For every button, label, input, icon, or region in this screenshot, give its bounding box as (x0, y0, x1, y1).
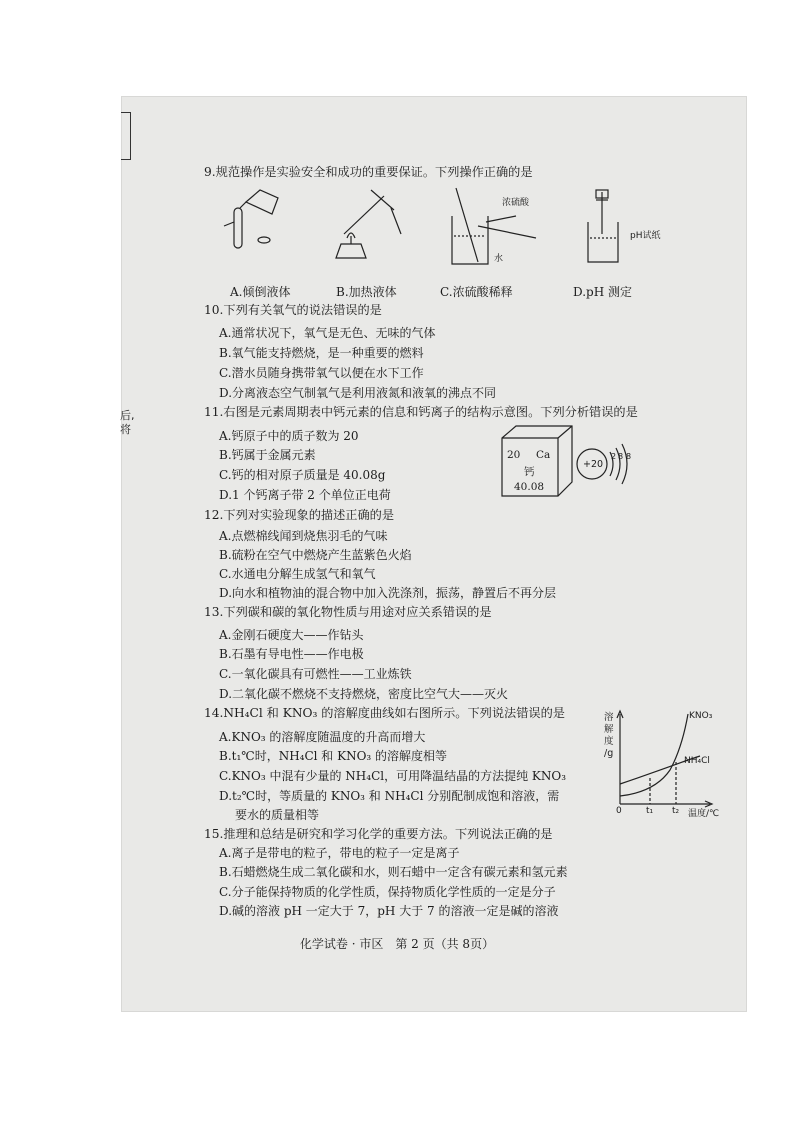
q11-option-d: D.1 个钙离子带 2 个单位正电荷 (219, 488, 391, 502)
q9-option-a: A.倾倒液体 (230, 285, 291, 299)
graph-x-label: 温度/℃ (688, 809, 720, 819)
element-symbol: Ca (536, 449, 551, 461)
solubility-graph (600, 708, 730, 820)
q13-option-b: B.石墨有导电性——作电极 (219, 647, 364, 661)
acid-label: 浓硫酸 (502, 198, 530, 208)
q15-option-a: A.离子是带电的粒子，带电的粒子一定是离子 (219, 846, 460, 860)
q12-option-a: A.点燃棉线闻到烧焦羽毛的气味 (219, 529, 388, 543)
q13-option-d: D.二氧化碳不燃烧不支持燃烧，密度比空气大——灭火 (219, 687, 509, 701)
q15-option-c: C.分子能保持物质的化学性质，保持物质化学性质的一定是分子 (219, 885, 556, 899)
q12-stem: 12.下列对实验现象的描述正确的是 (204, 508, 395, 522)
page-footer: 化学试卷 · 市区 第 2 页（共 8页） (299, 937, 495, 951)
element-mass: 40.08 (514, 481, 545, 493)
graph-y-label-3: 度 (604, 736, 614, 747)
ion-shell-1: 2 (611, 452, 617, 461)
element-atomic-number: 20 (507, 449, 521, 461)
heating-liquid-icon (336, 190, 401, 258)
q11-option-b: B.钙属于金属元素 (219, 448, 316, 462)
q12-option-d: D.向水和植物油的混合物中加入洗涤剂，振荡，静置后不再分层 (219, 586, 557, 600)
q9-option-b: B.加热液体 (336, 285, 397, 299)
q11-stem: 11.右图是元素周期表中钙元素的信息和钙离子的结构示意图。下列分析错误的是 (204, 405, 638, 419)
ion-nucleus-charge: +20 (583, 459, 604, 470)
q9-option-d: D.pH 测定 (573, 285, 632, 299)
margin-box (121, 112, 131, 160)
q13-option-a: A.金刚石硬度大——作钻头 (219, 628, 364, 642)
q13-stem: 13.下列碳和碳的氧化物性质与用途对应关系错误的是 (204, 605, 492, 619)
q12-option-c: C.水通电分解生成氢气和氧气 (219, 567, 376, 581)
q13-option-c: C.一氧化碳具有可燃性——工业炼铁 (219, 667, 412, 681)
q12-option-b: B.硫粉在空气中燃烧产生蓝紫色火焰 (219, 548, 412, 562)
q10-option-c: C.潜水员随身携带氧气以便在水下工作 (219, 366, 424, 380)
element-name: 钙 (524, 466, 535, 478)
graph-series-kno3: KNO₃ (689, 711, 713, 721)
margin-note-1: 后, (120, 409, 135, 422)
graph-y-label-1: 溶 (604, 712, 614, 723)
q10-option-a: A.通常状况下，氧气是无色、无味的气体 (219, 326, 436, 340)
q15-option-d: D.碱的溶液 pH 一定大于 7，pH 大于 7 的溶液一定是碱的溶液 (219, 904, 559, 918)
q9-option-c: C.浓硫酸稀释 (440, 285, 513, 299)
q15-option-b: B.石蜡燃烧生成二氧化碳和水，则石蜡中一定含有碳元素和氢元素 (219, 865, 568, 879)
q14-option-a: A.KNO₃ 的溶解度随温度的升高而增大 (219, 730, 426, 744)
margin-note-2: 将 (120, 423, 131, 436)
ph-paper-label: pH试纸 (630, 231, 661, 241)
graph-y-label-4: /g (604, 748, 614, 759)
graph-y-label-2: 解 (604, 724, 614, 735)
q14-option-c: C.KNO₃ 中混有少量的 NH₄Cl，可用降温结晶的方法提纯 KNO₃ (219, 769, 567, 783)
pouring-liquid-icon (224, 190, 278, 248)
q15-stem: 15.推理和总结是研究和学习化学的重要方法。下列说法正确的是 (204, 827, 553, 841)
q14-stem: 14.NH₄Cl 和 KNO₃ 的溶解度曲线如右图所示。下列说法错误的是 (204, 706, 565, 720)
water-label: 水 (494, 254, 504, 264)
q10-option-d: D.分离液态空气制氧气是利用液氮和液氧的沸点不同 (219, 386, 497, 400)
q10-stem: 10.下列有关氧气的说法错误的是 (204, 303, 382, 317)
q11-option-a: A.钙原子中的质子数为 20 (219, 429, 359, 443)
q14-option-b: B.t₁℃时，NH₄Cl 和 KNO₃ 的溶解度相等 (219, 749, 448, 763)
ion-shell-2: 8 (618, 452, 624, 461)
q9-stem: 9.规范操作是实验安全和成功的重要保证。下列操作正确的是 (204, 165, 533, 179)
graph-origin: 0 (616, 806, 622, 816)
q14-option-d: D.t₂℃时，等质量的 KNO₃ 和 NH₄Cl 分别配制成饱和溶液，需 (219, 789, 560, 803)
kno3-curve (620, 714, 688, 796)
graph-series-nh4cl: NH₄Cl (684, 756, 710, 766)
q11-option-c: C.钙的相对原子质量是 40.08g (219, 468, 386, 482)
graph-t2: t₂ (672, 806, 680, 816)
graph-t1: t₁ (646, 806, 654, 816)
ion-shell-3: 8 (626, 452, 632, 461)
q14-option-d-cont: 要水的质量相等 (235, 808, 320, 822)
q9-apparatus-illustrations (216, 186, 586, 271)
q10-option-b: B.氧气能支持燃烧，是一种重要的燃料 (219, 346, 424, 360)
